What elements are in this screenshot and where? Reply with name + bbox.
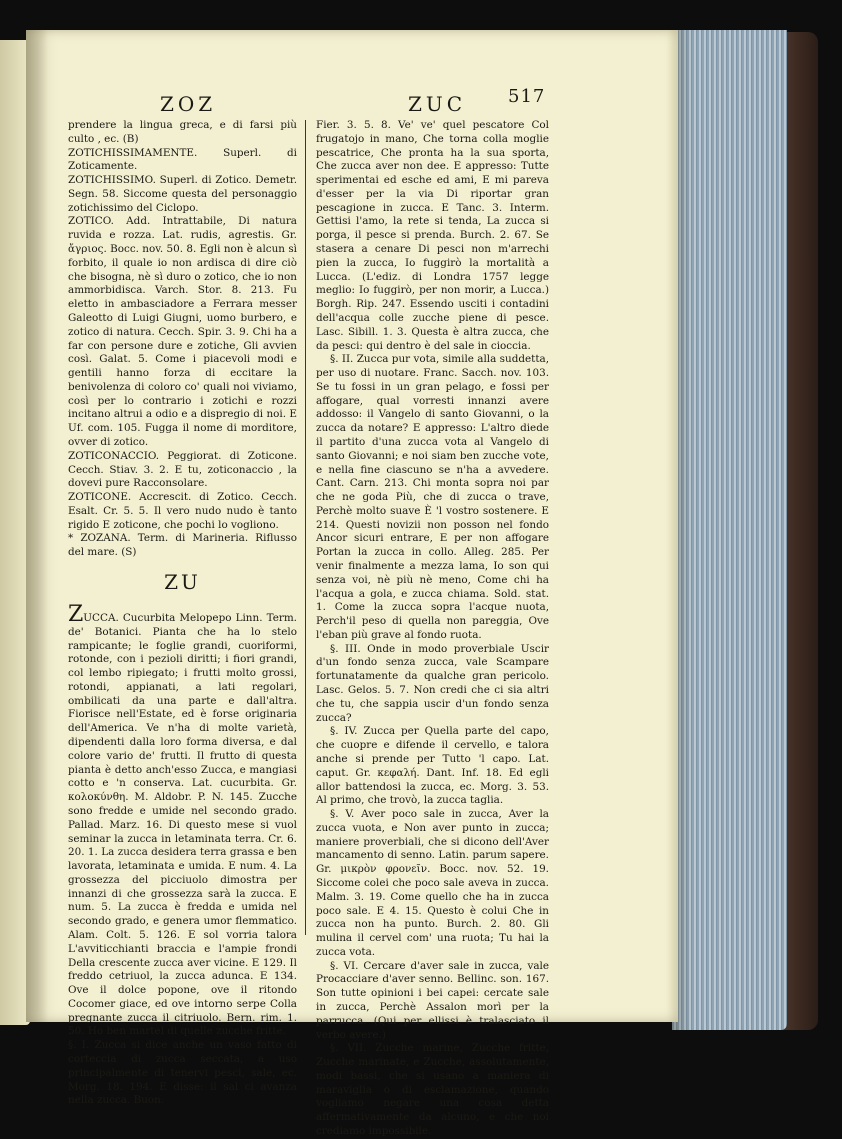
entry-zucca-sense-7: §. VII. Zucche marine, Zucche fritte, Zucche marinate, e Zucche, assolutamente, modi bassi, che si usano a maniera di maraviglia o di esclamazione, quando vogliamo negare una cosa detta affermativamente da alcuno, e che noi crediamo impossibile. bbox=[316, 1042, 549, 1138]
entry-paragraph: prendere la lingua greca, e di farsi più culto , ec. (B) bbox=[68, 119, 297, 145]
drop-cap: Z bbox=[68, 602, 84, 627]
entry-zucca-text: UCCA. Cucurbita Melopepo Linn. Term. de' Botanici. Pianta che ha lo stelo rampicante; le foglie grandi, cuoriformi, rotonde, con i pezioli diritti; i fiori grandi, col lembo ripiegato; i frutti molto grossi, rotondi, appianati, a lati regolari, ombilicati da una parte e dall'altra. Fiorisce nell'Estate, ed è forse originaria dell'America. Ve n'ha di molte varietà, dipendenti dalla loro forma diversa, e dal colore vario de' frutti. Il frutto di questa pianta è detto anch'esso Zucca, e mangiasi cotto e 'n conserva. Lat. cucurbita. Gr. κολοκύνθη. M. Aldobr. P. N. 145. Zucche sono fredde e umide nel secondo grado. Pallad. Marz. 16. Di questo mese si vuol seminar la zucca in letaminata terra. Cr. 6. 20. 1. La zucca desidera terra grassa e ben lavorata, letaminata e umida. E num. 4. La grossezza del picciuolo dimostra per innanzi di che grossezza sarà la zucca. E num. 5. La zucca è fredda e umida nel secondo grado, e genera umor flemmatico. Alam. Colt. 5. 126. E sol vorria talora L'avviticchianti braccia e l'ampie frondi Della crescente zucca aver vicine. E 129. Il freddo cetriuol, la zucca adunca. E 134. Ove il dolce popone, ove il ritondo Cocomer giace, ed ove intorno serpe Colla pregnante zucca il citriuolo. Bern. rim. 1. 50. Ho ben martel di quelle zucche fritte. bbox=[68, 612, 297, 1038]
gutter-shadow bbox=[26, 30, 48, 1022]
entry-zucca bbox=[68, 602, 297, 1039]
page-number: 517 bbox=[508, 86, 546, 107]
entry-zotico: ZOTICO. Add. Intrattabile, Di natura ruvida e rozza. Lat. rudis, agrestis. Gr. ἄγριος. Bocc. nov. 50. 8. Egli non è alcun sì forbito, il quale io non ardisca di dire ciò che bisogna, nè sì duro o zotico, che io non ammorbidisca. Varch. Stor. 8. 213. Fu eletto in ambasciadore a Ferrara messer Galeotto di Luigi Giugni, uomo burbero, e zotico di natura. Cecch. Spir. 3. 9. Chi ha a far con persone dure e zotiche, Gli avvien così. Galat. 5. Come i piacevoli modi e gentili hanno forza di eccitare la benivolenza di coloro co' quali noi viviamo, così per lo contrario i zotichi e rozzi incitano altrui a odio e a dispregio di noi. E Uf. com. 105. Fugga il nome di morditore, ovver di zotico. bbox=[68, 215, 297, 448]
right-column bbox=[316, 119, 549, 1139]
entry-zoticone: ZOTICONE. Accrescit. di Zotico. Cecch. Esalt. Cr. 5. 5. Il vero nudo nudo è tanto rigido E zoticone, che pochi lo vogliono. bbox=[68, 491, 297, 531]
column-rule bbox=[305, 120, 306, 935]
entry-zucca-sense-4: §. IV. Zucca per Quella parte del capo, che cuopre e difende il cervello, e talora anche si prende per Tutto 'l capo. Lat. caput. Gr. κεφαλή. Dant. Inf. 18. Ed egli allor battendosi la zucca, ec. Morg. 3. 53. Al primo, che trovò, la zucca taglia. bbox=[316, 725, 549, 807]
section-heading: ZU bbox=[164, 570, 201, 594]
running-head-center: ZUC bbox=[408, 92, 467, 116]
running-head-left: ZOZ bbox=[160, 92, 217, 116]
entry-zotichissimo: ZOTICHISSIMO. Superl. di Zotico. Demetr. Segn. 58. Siccome questa del personaggio zotichissimo del Ciclopo. bbox=[68, 174, 297, 214]
entry-zotichissimamente: ZOTICHISSIMAMENTE. Superl. di Zoticamente. bbox=[68, 146, 297, 173]
entry-zucca-sense-3: §. III. Onde in modo proverbiale Uscir d'un fondo senza zucca, vale Scampare fortunatamente da qualche gran pericolo. Lasc. Gelos. 5. 7. Non credi che ci sia altri che tu, che sappia uscir d'un fondo senza zucca? bbox=[316, 642, 549, 724]
entry-zucca-sense-6: §. VI. Cercare d'aver sale in zucca, vale Procacciare d'aver senno. Bellinc. son. 167. Son tutte opinioni i bei capei: cercate sale in zucca, Perchè Assalon morì per la parrucca. (Qui per ellissi è tralasciato il verbo avere.) bbox=[316, 959, 549, 1041]
entry-zozana: * ZOZANA. Term. di Marineria. Riflusso del mare. (S) bbox=[68, 532, 297, 559]
entry-zucca-sense-2: §. II. Zucca pur vota, simile alla suddetta, per uso di nuotare. Franc. Sacch. nov. 103. Se tu fossi in un gran pelago, e fossi per affogare, qual vorresti innanzi avere addosso: il Vangelo di santo Giovanni, o la zucca da notare? E appresso: L'altro diede il partito d'una zucca vota al Vangelo di santo Giovanni; e noi siam ben zucche vote, e nella fine ciascuno se n'ha a avvedere. Cant. Carn. 213. Chi monta sopra noi par che ne goda Più, che di zucca o trave, Perchè molto suave È 'l vostro sostenere. E 214. Questi novizii non posson nel fondo Ancor sicuri entrare, E per non affogare Portan la zucca in collo. Alleg. 285. Per venir finalmente a mezza lama, Io son qui senza voi, nè più nè meno, Come chi ha l'acqua a gola, e zucca chiama. Sold. stat. 1. Come la zucca sopra l'acque nuota, Perch'il peso di quella non pareggia, Ove l'eban più grave al fondo ruota. bbox=[316, 353, 549, 641]
entry-continuation: Fier. 3. 5. 8. Ve' ve' quel pescatore Col frugatojo in mano, Che torna colla moglie pescatrice, Che pronta ha la sua sporta, Che zucca aver non dee. E appresso: Tutte sperimentai ed esche ed ami, E mi pareva d'esser per la via Di riportar gran pescagione in zucca. E Tanc. 3. Interm. Gettisi l'amo, la rete si tenda, La zucca si porga, il pesce si prenda. Burch. 2. 67. Se stasera a cenare Di pesci non m'arrechi pien la zucca, Io fuggirò la mortalità a Lucca. (L'ediz. di Londra 1757 legge meglio: Io fuggirò, per non morir, a Lucca.) Borgh. Rip. 247. Essendo usciti i contadini dell'acqua colle zucche piene di pesce. Lasc. Sibill. 1. 3. Questa è altra zucca, che da pesci: qui dentro è del sale in cioccia. bbox=[316, 119, 549, 352]
entry-zoticonaccio: ZOTICONACCIO. Peggiorat. di Zoticone. Cecch. Stiav. 3. 2. E tu, zoticonaccio , la dovevi pure Racconsolare. bbox=[68, 449, 297, 490]
left-column bbox=[68, 119, 297, 1108]
entry-zucca-sense-1: §. I. Zucca si dice anche un vaso fatto di corteccia di zucca seccata, a uso principalmente di tenervi pesci, sale, ec. Morg. 18. 194. E disse: il sal ci avanza nella zucca. Buon. bbox=[68, 1039, 297, 1107]
entry-zucca-sense-5: §. V. Aver poco sale in zucca, Aver la zucca vuota, e Non aver punto in zucca; maniere proverbiali, che si dicono dell'Aver mancamento di senno. Latin. parum sapere. Gr. μικρὸν φρονεῖν. Bocc. nov. 52. 19. Siccome colei che poco sale aveva in zucca. Malm. 3. 19. Come quello che ha in zucca poco sale. E 4. 15. Questo è colui Che in zucca non ha punto. Burch. 2. 80. Gli mulina il cervel com' una ruota; Tu hai la zucca vota. bbox=[316, 808, 549, 958]
